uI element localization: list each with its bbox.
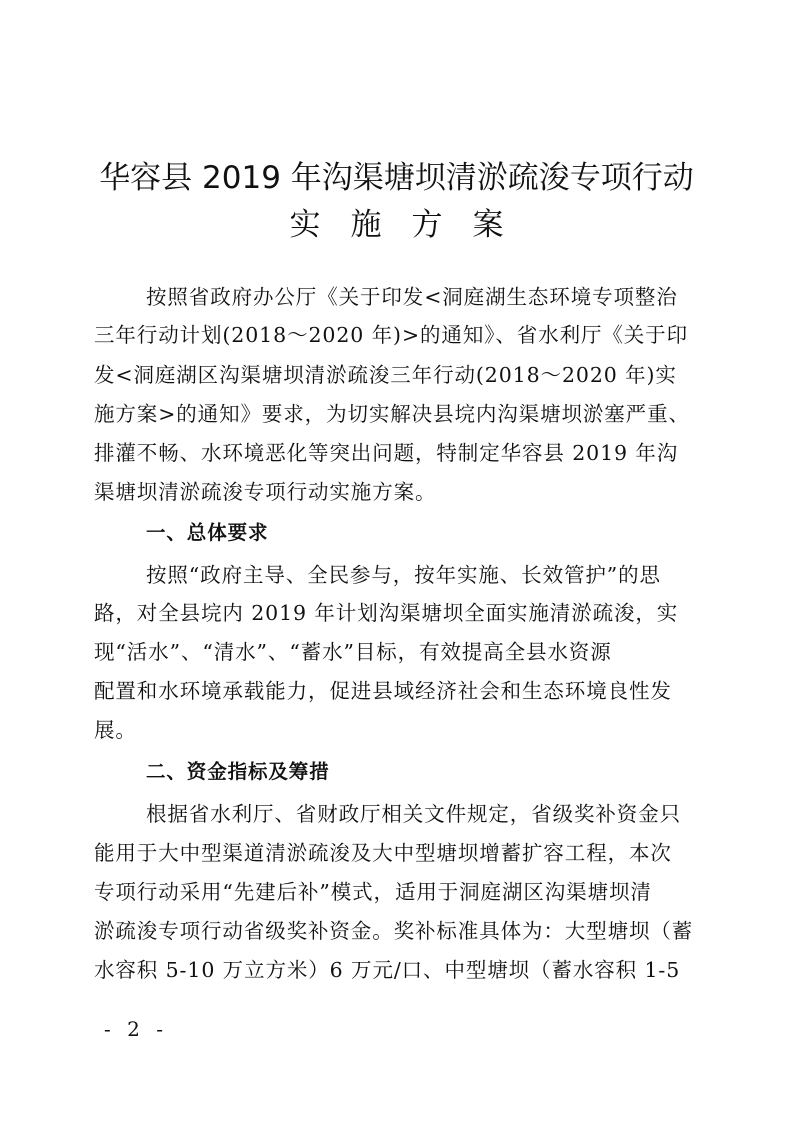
paragraph-line: 能用于大中型渠道清淤疏浚及大中型塘坝增蓄扩容工程，本次 — [94, 841, 672, 865]
paragraph-line: 渠塘坝清淤疏浚专项行动实施方案。 — [94, 480, 437, 504]
document-title-line1: 华容县 2019 年沟渠塘坝清淤疏浚专项行动 — [99, 160, 694, 196]
page-number: - 2 - — [104, 1017, 168, 1041]
paragraph-line: 水容积 5-10 万立方米）6 万元/口、中型塘坝（蓄水容积 1-5 — [94, 958, 681, 982]
paragraph-line: 按照省政府办公厅《关于印发<洞庭湖生态环境专项整治 — [146, 285, 678, 309]
paragraph-line: 专项行动采用“先建后补”模式，适用于洞庭湖区沟渠塘坝清 — [94, 880, 652, 904]
paragraph-line: 三年行动计划(2018～2020 年)>的通知》、省水利厅《关于印 — [94, 323, 688, 347]
paragraph-line: 发<洞庭湖区沟渠塘坝清淤疏浚三年行动(2018～2020 年)实 — [94, 363, 677, 387]
paragraph-line: 根据省水利厅、省财政厅相关文件规定，省级奖补资金只 — [146, 802, 681, 826]
paragraph-line: 淤疏浚专项行动省级奖补资金。奖补标准具体为：大型塘坝（蓄 — [94, 919, 694, 943]
paragraph-line: 施方案>的通知》要求，为切实解决县垸内沟渠塘坝淤塞严重、 — [94, 402, 690, 426]
paragraph-line: 配置和水环境承载能力，促进县域经济社会和生态环境良性发 — [94, 679, 672, 703]
paragraph-line: 展。 — [94, 718, 137, 742]
section-heading-funding: 二、资金指标及筹措 — [146, 760, 330, 783]
document-title-line2: 实施方案 — [289, 207, 534, 243]
paragraph-line: 排灌不畅、水环境恶化等突出问题，特制定华容县 2019 年沟 — [94, 441, 679, 465]
paragraph-line: 按照“政府主导、全民参与，按年实施、长效管护”的思 — [146, 563, 661, 587]
paragraph-line: 路，对全县垸内 2019 年计划沟渠塘坝全面实施清淤疏浚，实 — [94, 601, 679, 625]
section-heading-general: 一、总体要求 — [146, 521, 269, 544]
paragraph-line: 现“活水”、“清水”、“蓄水”目标，有效提高全县水资源 — [94, 640, 612, 664]
